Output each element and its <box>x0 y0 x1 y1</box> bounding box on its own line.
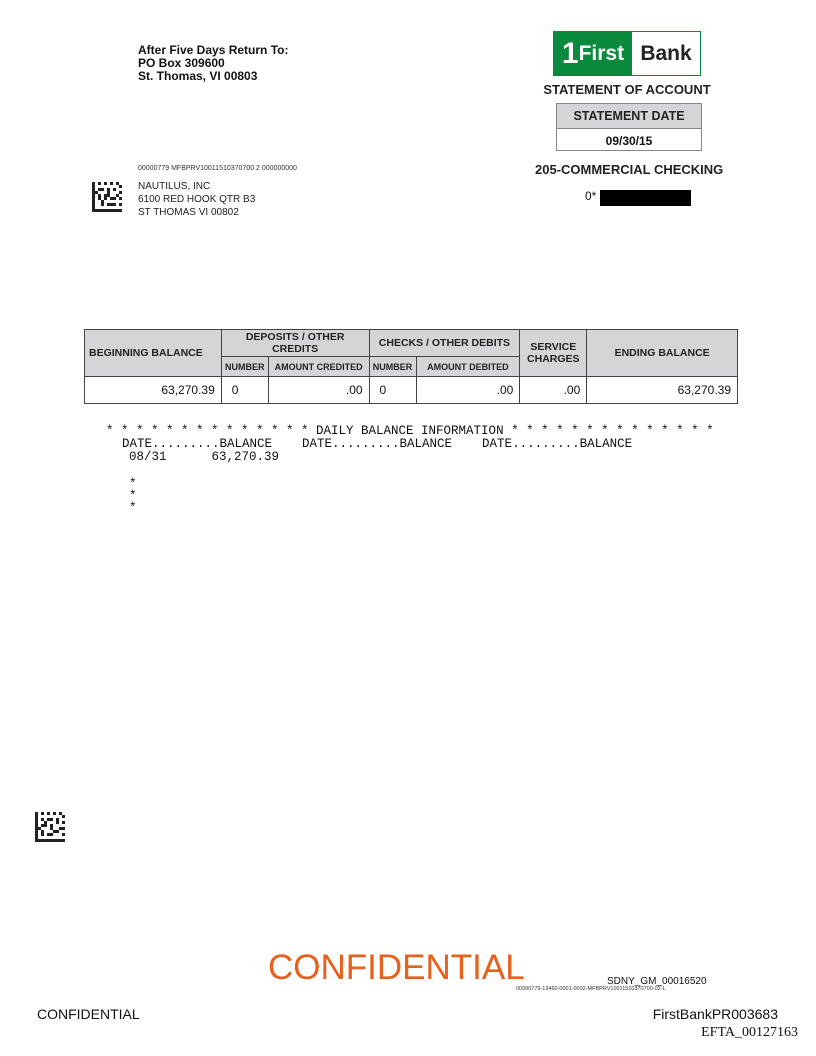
checks-number-value: 0 <box>369 377 416 404</box>
header-deposits-number: NUMBER <box>221 357 268 377</box>
logo-first: First <box>578 41 625 65</box>
header-amount-credited: AMOUNT CREDITED <box>268 357 369 377</box>
ending-balance-value: 63,270.39 <box>587 377 738 404</box>
summary-values-row <box>85 377 738 404</box>
account-summary-table <box>84 329 738 404</box>
account-number-prefix: 0* <box>585 189 597 203</box>
customer-street: 6100 RED HOOK QTR B3 <box>138 194 256 205</box>
separator-star: * <box>129 501 137 515</box>
return-address-line3: St. Thomas, VI 00803 <box>138 69 258 83</box>
confidential-label: CONFIDENTIAL <box>37 1006 140 1022</box>
statement-of-account-title: STATEMENT OF ACCOUNT <box>543 82 711 97</box>
amount-debited-value: .00 <box>416 377 520 404</box>
logo-one: 1 <box>561 36 578 70</box>
barcode-2d-icon <box>92 182 122 212</box>
daily-balance-header: DATE.........BALANCE DATE.........BALANCE DATE.........BALANCE <box>122 437 633 451</box>
bank-logo <box>553 31 701 76</box>
deposits-number-value: 0 <box>221 377 268 404</box>
header-beginning-balance: BEGINNING BALANCE <box>85 330 222 377</box>
service-charges-value: .00 <box>520 377 587 404</box>
customer-name: NAUTILUS, INC <box>138 181 211 192</box>
customer-city: ST THOMAS VI 00802 <box>138 207 239 218</box>
header-ending-balance: ENDING BALANCE <box>587 330 738 377</box>
return-address <box>138 44 288 83</box>
header-amount-debited: AMOUNT DEBITED <box>416 357 520 377</box>
statement-date-box <box>556 103 702 151</box>
daily-balance-row <box>129 450 279 464</box>
header-checks: CHECKS / OTHER DEBITS <box>369 330 520 357</box>
logo-bank: Bank <box>632 32 700 75</box>
amount-credited-value: .00 <box>268 377 369 404</box>
confidential-watermark: CONFIDENTIAL <box>268 948 525 987</box>
header-checks-number: NUMBER <box>369 357 416 377</box>
beginning-balance-value: 63,270.39 <box>85 377 222 404</box>
tiny-code-line: 00000779-13460-0001-0002-MFBPRV10011510370700-02-L <box>516 986 666 992</box>
return-address-line1: After Five Days Return To: <box>138 43 289 57</box>
return-address-line2: PO Box 309600 <box>138 56 225 70</box>
statement-date-label: STATEMENT DATE <box>557 104 701 129</box>
separator-star: * <box>129 489 137 503</box>
daily-balance-date: 08/31 <box>129 450 167 464</box>
header-deposits: DEPOSITS / OTHER CREDITS <box>221 330 369 357</box>
logo-green-panel <box>554 32 632 75</box>
redaction-bar <box>600 190 691 206</box>
sdny-number: SDNY_GM_00016520 <box>607 976 707 987</box>
daily-balance-title: * * * * * * * * * * * * * * DAILY BALANCE INFORMATION * * * * * * * * * * * * * * <box>106 424 714 438</box>
separator-star: * <box>129 477 137 491</box>
mailing-address <box>138 180 255 219</box>
bates-number: FirstBankPR003683 <box>652 1006 778 1022</box>
account-type: 205-COMMERCIAL CHECKING <box>535 162 724 177</box>
daily-balance-amount: 63,270.39 <box>211 450 280 464</box>
barcode-2d-icon <box>34 812 66 842</box>
mailing-code-line: 00000779 MFBPRV10011510370700 2 000000000 <box>138 165 297 172</box>
statement-date-value: 09/30/15 <box>605 133 653 148</box>
header-service-charges: SERVICE CHARGES <box>520 330 587 377</box>
efta-number: EFTA_00127163 <box>701 1025 798 1040</box>
